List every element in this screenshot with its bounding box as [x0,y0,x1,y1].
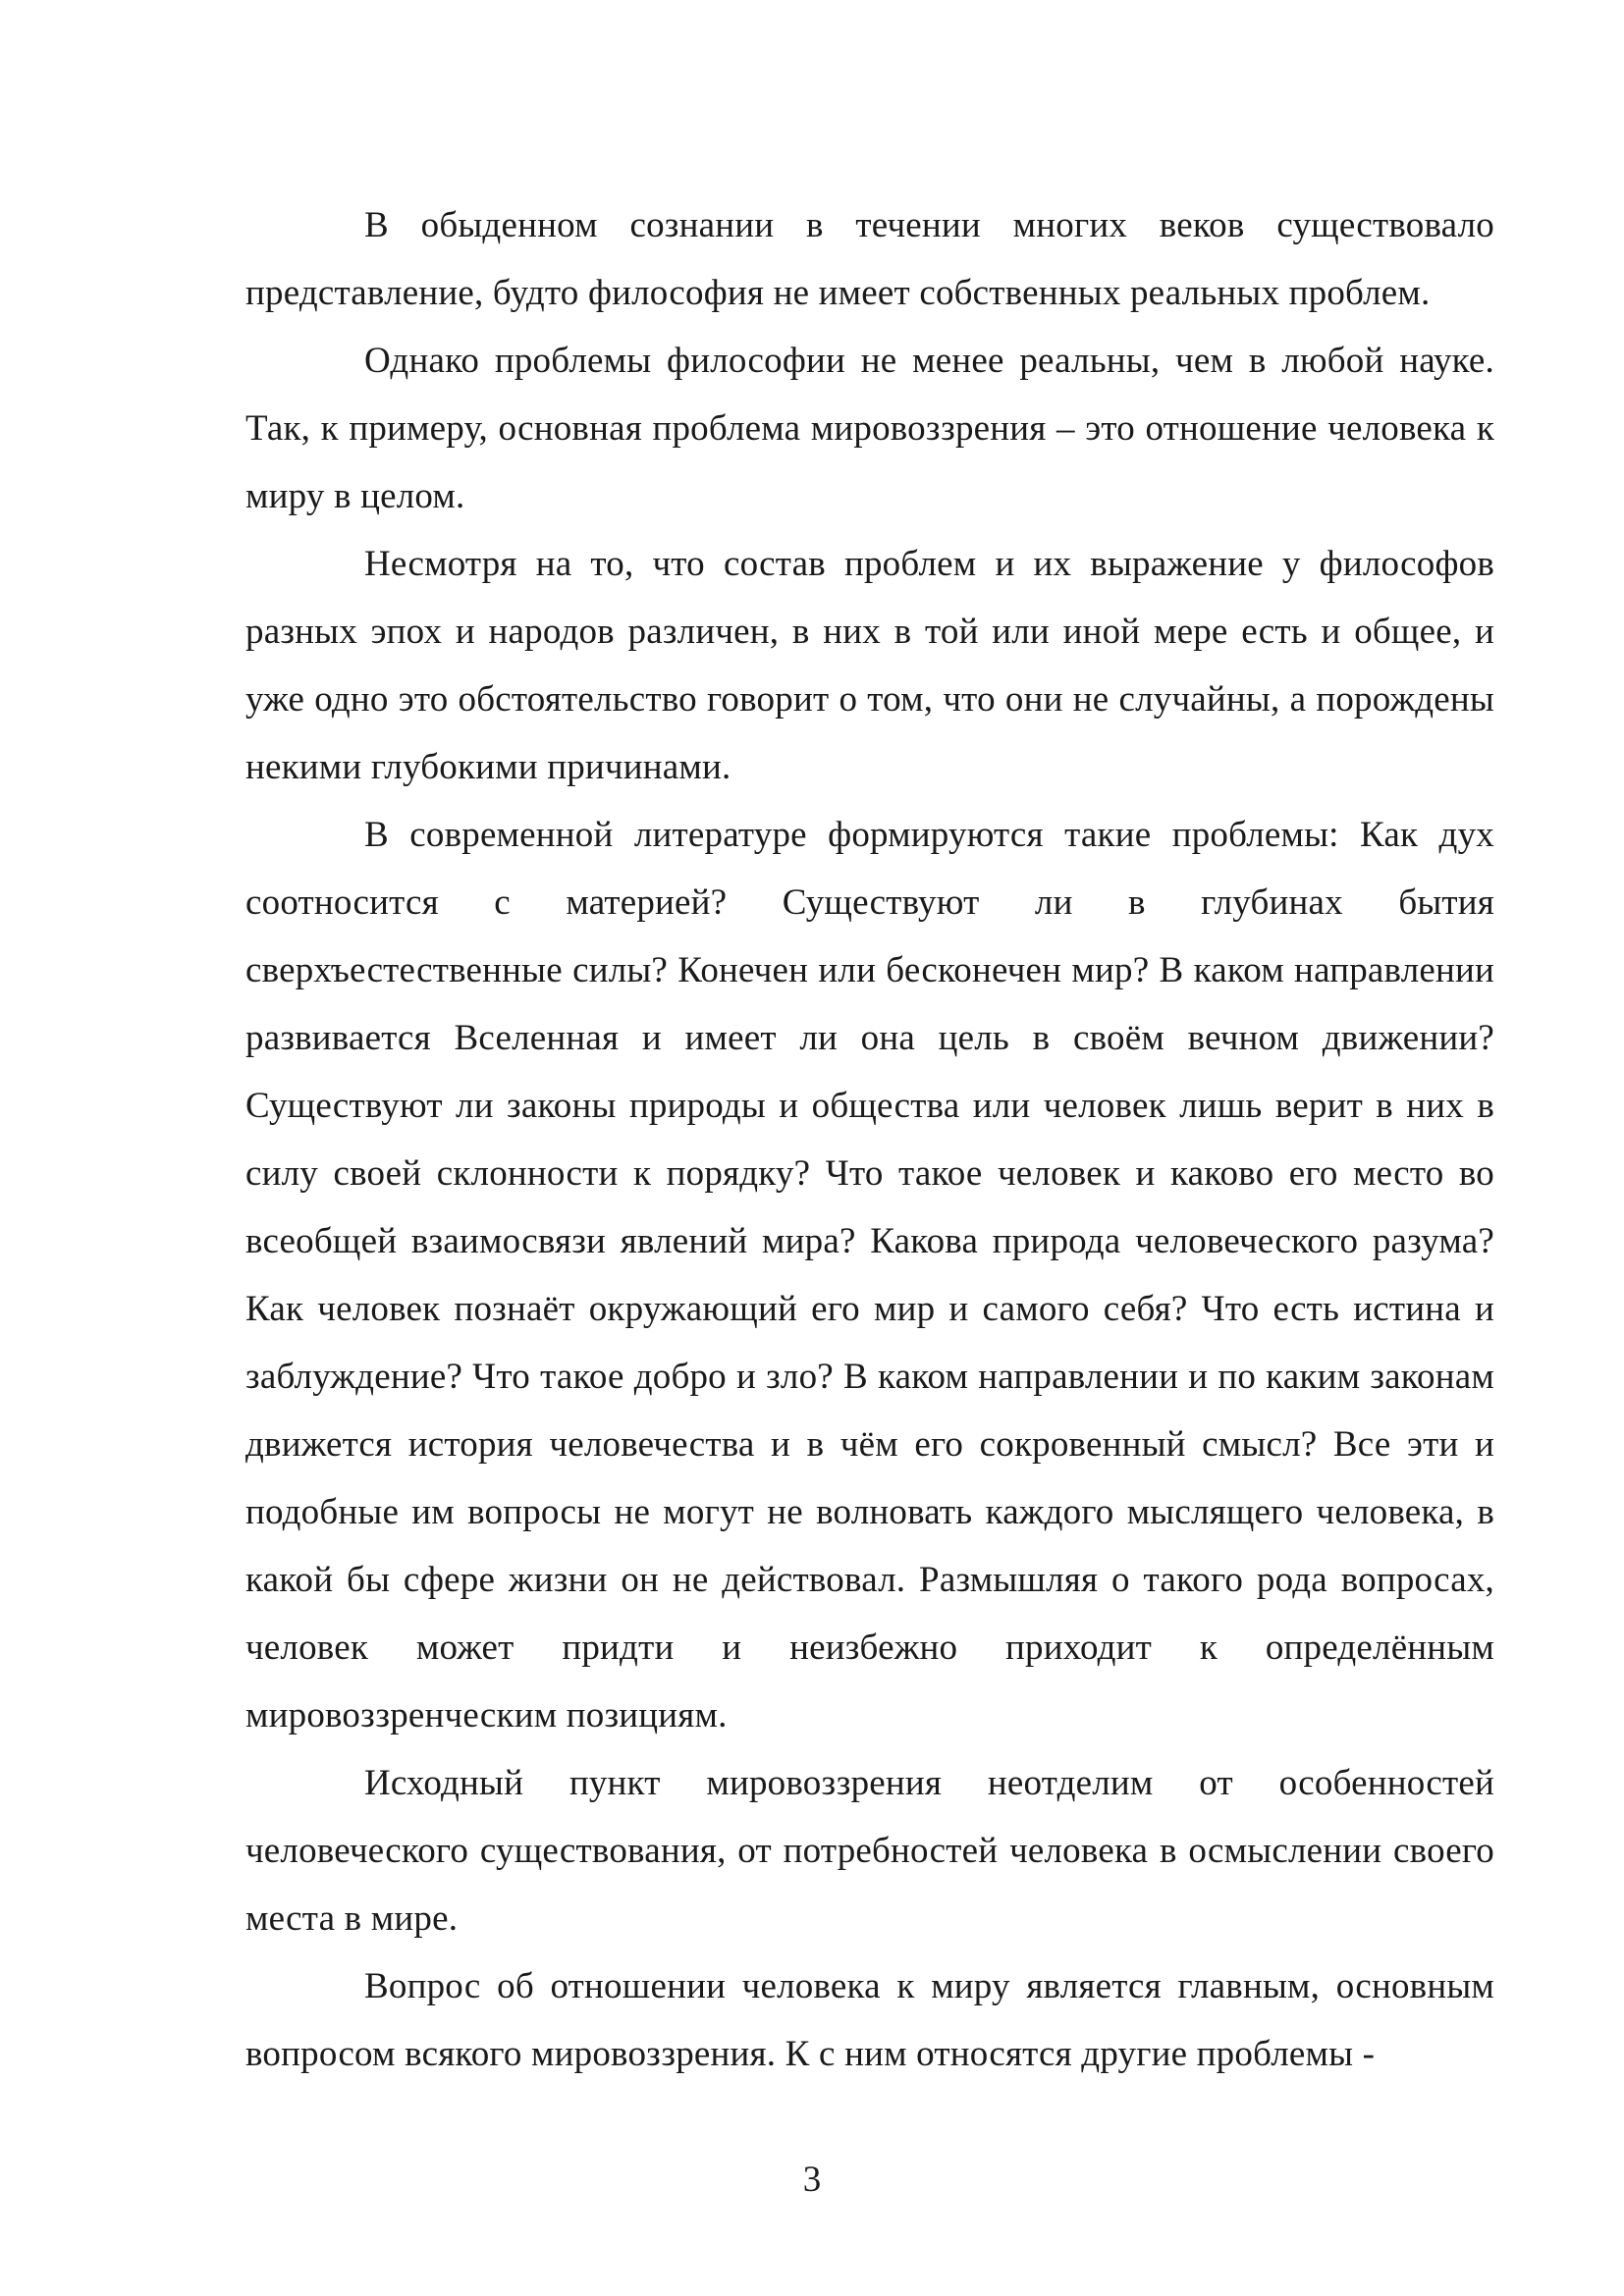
page-number: 3 [802,2160,822,2200]
paragraph-4: В современной литературе формируются такие проблемы: Как дух соотносится с материей? Существуют ли в глубинах бытия сверхъестественные силы? Конечен или бесконечен мир? В каком направлении развивается Вселенная и имеет ли она цель в своём вечном движении? Существуют ли законы природы и общества или человек лишь верит в них в силу своей склонности к порядку? Что такое человек и каково его место во всеобщей взаимосвязи явлений мира? Какова природа человеческого разума? Как человек познаёт окружающий его мир и самого себя? Что есть истина и заблуждение? Что такое добро и зло? В каком направлении и по каким законам движется история человечества и в чём его сокровенный смысл? Все эти и подобные им вопросы не могут не волновать каждого мыслящего человека, в какой бы сфере жизни он не действовал. Размышляя о такого рода вопросах, человек может придти и неизбежно приходит к определённым мировоззренческим позициям. [245,815,1494,1735]
paragraph-2: Однако проблемы философии не менее реальны, чем в любой науке. Так, к примеру, основная проблема мировоззрения – это отношение человека к миру в целом. [245,341,1494,516]
document-body [245,191,1494,2088]
paragraph-5: Исходный пункт мировоззрения неотделим от особенностей человеческого существования, от потребностей человека в осмыслении своего места в мире. [245,1763,1494,1939]
paragraph-6: Вопрос об отношении человека к миру является главным, основным вопросом всякого мировоззрения. К с ним относятся другие проблемы - [245,1966,1494,2074]
paragraph-3: Несмотря на то, что состав проблем и их выражение у философов разных эпох и народов различен, в них в той или иной мере есть и общее, и уже одно это обстоятельство говорит о том, что они не случайны, а порождены некими глубокими причинами. [245,544,1494,787]
paragraph-1: В обыденном сознании в течении многих веков существовало представление, будто философия не имеет собственных реальных проблем. [245,205,1494,313]
